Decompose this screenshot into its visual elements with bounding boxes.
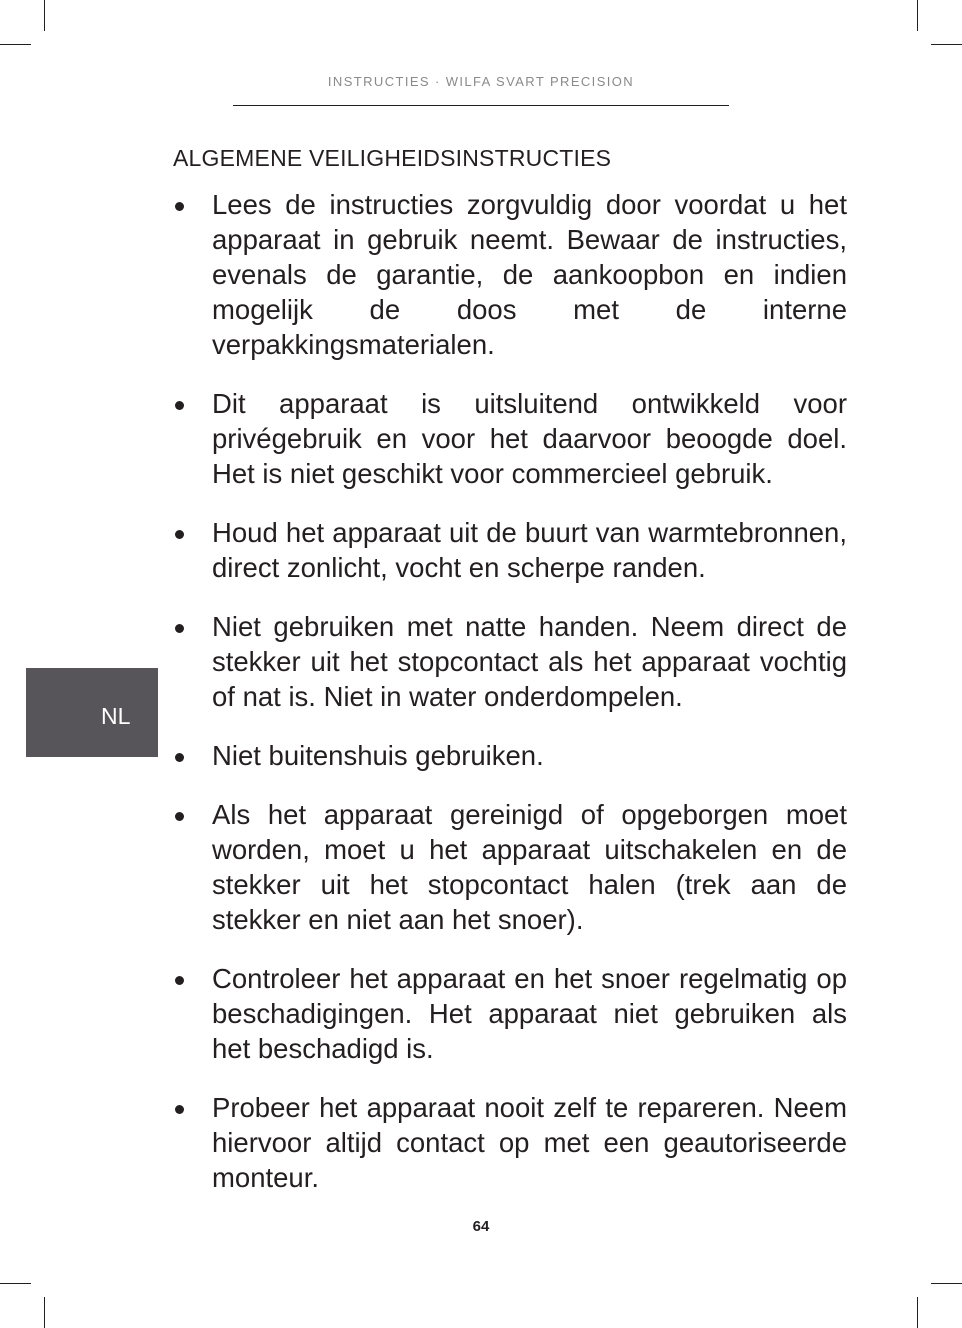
list-item <box>173 797 847 937</box>
section-title: ALGEMENE VEILIGHEIDSINSTRUCTIES <box>173 145 612 171</box>
list-item <box>173 738 847 773</box>
list-item-text: Dit apparaat is uitsluitend ontwikkeld voor privégebruik en voor het daarvoor beoogde doel. Het is niet geschikt voor commercieel gebruik. <box>212 388 847 489</box>
list-item-text: Probeer het apparaat nooit zelf te repareren. Neem hiervoor altijd contact op met een geautoriseerde monteur. <box>212 1092 847 1193</box>
language-tab: NL <box>26 668 158 757</box>
crop-mark-top-right-vertical <box>917 0 918 31</box>
list-item-text: Als het apparaat gereinigd of opgeborgen moet worden, moet u het apparaat uitschakelen en de stekker uit het stopcontact halen (trek aan de stekker en niet aan het snoer). <box>212 799 847 935</box>
list-item <box>173 386 847 491</box>
bullet-icon <box>175 976 184 985</box>
crop-mark-bottom-right-horizontal <box>931 1283 962 1284</box>
list-item <box>173 609 847 714</box>
list-item-text: Niet buitenshuis gebruiken. <box>212 740 544 771</box>
bullet-icon <box>175 401 184 410</box>
bullet-icon <box>175 202 184 211</box>
list-item-text: Niet gebruiken met natte handen. Neem direct de stekker uit het stopcontact als het apparaat vochtig of nat is. Niet in water onderdompelen. <box>212 611 847 712</box>
safety-instructions-list <box>173 187 847 1219</box>
crop-mark-top-left-horizontal <box>0 44 31 45</box>
crop-mark-bottom-left-horizontal <box>0 1283 31 1284</box>
crop-mark-top-left-vertical <box>44 0 45 31</box>
list-item-text: Controleer het apparaat en het snoer regelmatig op beschadigingen. Het apparaat niet gebruiken als het beschadigd is. <box>212 963 847 1064</box>
bullet-icon <box>175 1105 184 1114</box>
list-item-text: Lees de instructies zorgvuldig door voordat u het apparaat in gebruik neemt. Bewaar de instructies, evenals de garantie, de aankoopbon en indien mogelijk de doos met de interne verpakkingsmaterialen. <box>212 189 847 360</box>
header-rule <box>233 105 729 106</box>
bullet-icon <box>175 753 184 762</box>
crop-mark-bottom-right-vertical <box>917 1297 918 1328</box>
list-item <box>173 187 847 362</box>
bullet-icon <box>175 812 184 821</box>
crop-mark-bottom-left-vertical <box>44 1297 45 1328</box>
running-header: INSTRUCTIES · WILFA SVART PRECISION <box>327 74 635 89</box>
bullet-icon <box>175 624 184 633</box>
list-item <box>173 961 847 1066</box>
bullet-icon <box>175 530 184 539</box>
list-item <box>173 515 847 585</box>
list-item <box>173 1090 847 1195</box>
page-number: 64 <box>472 1218 490 1235</box>
crop-mark-top-right-horizontal <box>931 44 962 45</box>
list-item-text: Houd het apparaat uit de buurt van warmtebronnen, direct zonlicht, vocht en scherpe randen. <box>212 517 847 583</box>
